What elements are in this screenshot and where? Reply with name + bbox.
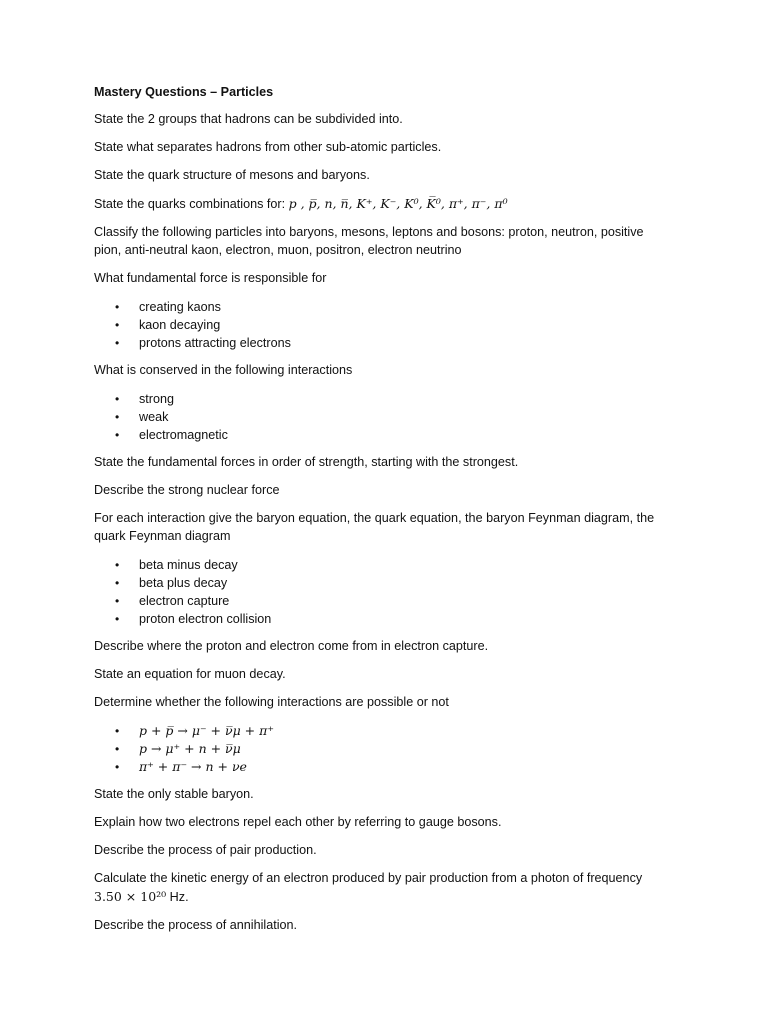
list-item: • weak xyxy=(115,410,169,424)
document-title: Mastery Questions – Particles xyxy=(94,85,274,99)
question-forces-order: State the fundamental forces in order of strength, starting with the strongest. xyxy=(94,455,519,469)
possible-list xyxy=(94,722,674,776)
bullet-icon: • xyxy=(115,558,120,572)
photon-frequency-value: 3.50 × 10²⁰ xyxy=(94,888,167,904)
list-item: • creating kaons xyxy=(115,300,221,314)
question-each-interaction: For each interaction give the baryon equation, the quark equation, the baryon Feynman diagram, the quark Feynman diagram xyxy=(94,511,655,543)
force-list xyxy=(94,298,674,352)
bullet-icon: • xyxy=(115,594,120,608)
bullet-icon: • xyxy=(115,300,120,314)
question-muon-decay: State an equation for muon decay. xyxy=(94,667,286,681)
bullet-icon: • xyxy=(115,612,120,626)
conserved-list xyxy=(94,390,674,444)
bullet-icon: • xyxy=(115,724,120,738)
list-item: • beta plus decay xyxy=(115,576,228,590)
question-strong-force: Describe the strong nuclear force xyxy=(94,483,280,497)
question-quark-structure: State the quark structure of mesons and baryons. xyxy=(94,168,370,182)
question-quark-combinations-label: State the quarks combinations for: xyxy=(94,197,289,211)
bullet-icon: • xyxy=(115,742,120,756)
list-item: • beta minus decay xyxy=(115,558,238,572)
question-electrons-repel: Explain how two electrons repel each other by referring to gauge bosons. xyxy=(94,815,502,829)
bullet-icon: • xyxy=(115,760,120,774)
bullet-icon: • xyxy=(115,576,120,590)
question-classify: Classify the following particles into baryons, mesons, leptons and bosons: proton, neutron, positive pion, anti-neutral kaon, electron, muon, positron, electron neutrino xyxy=(94,225,644,257)
photon-frequency-unit: Hz. xyxy=(166,889,189,904)
list-item: • kaon decaying xyxy=(115,318,221,332)
list-item: • strong xyxy=(115,392,175,406)
question-conserved: What is conserved in the following interactions xyxy=(94,363,353,377)
bullet-icon: • xyxy=(115,318,120,332)
question-quark-combinations xyxy=(94,195,674,213)
question-hadron-groups: State the 2 groups that hadrons can be subdivided into. xyxy=(94,112,403,126)
quark-combinations-math: p , p̅, n, n̅, K⁺, K⁻, K⁰, K̅⁰, π⁺, π⁻, π⁰ xyxy=(288,196,508,211)
question-kinetic-energy-text: Calculate the kinetic energy of an electron produced by pair production from a photon of frequency xyxy=(94,871,643,885)
question-kinetic-energy xyxy=(94,870,674,906)
list-item: • electron capture xyxy=(115,594,230,608)
bullet-icon: • xyxy=(115,392,120,406)
question-force-responsible: What fundamental force is responsible for xyxy=(94,271,327,285)
question-hadrons-separate: State what separates hadrons from other sub-atomic particles. xyxy=(94,140,442,154)
bullet-icon: • xyxy=(115,410,120,424)
bullet-icon: • xyxy=(115,428,120,442)
document-page xyxy=(94,84,674,945)
list-item: • protons attracting electrons xyxy=(115,336,291,350)
list-item: • proton electron collision xyxy=(115,612,272,626)
question-electron-capture: Describe where the proton and electron come from in electron capture. xyxy=(94,639,489,653)
list-item: • p → μ⁺ + n + ν̅μ xyxy=(115,741,241,756)
list-item: • electromagnetic xyxy=(115,428,228,442)
list-item: • p + p̅ → μ⁻ + ν̅μ + π⁺ xyxy=(115,723,274,738)
list-item: • π⁺ + π⁻ → n + νe xyxy=(115,759,247,774)
question-possible: Determine whether the following interactions are possible or not xyxy=(94,695,449,709)
question-pair-production: Describe the process of pair production. xyxy=(94,843,317,857)
question-stable-baryon: State the only stable baryon. xyxy=(94,787,254,801)
bullet-icon: • xyxy=(115,336,120,350)
question-annihilation: Describe the process of annihilation. xyxy=(94,918,298,932)
interaction-list xyxy=(94,556,674,628)
